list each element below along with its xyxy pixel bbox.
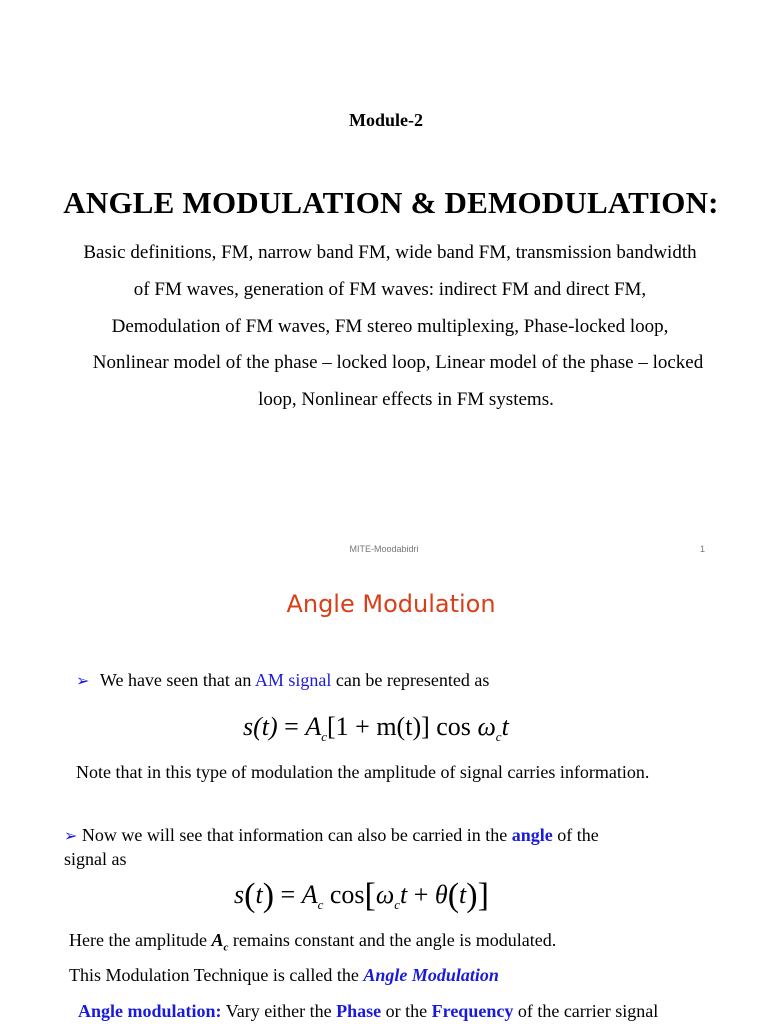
text: can be represented as	[331, 670, 490, 690]
eq-term: s(t)	[243, 712, 278, 741]
text: Here the amplitude	[69, 930, 212, 950]
eq-term: t	[459, 880, 467, 909]
eq-term: θ	[434, 880, 448, 909]
text: of the carrier signal	[513, 1001, 659, 1021]
topics-line-3: Demodulation of FM waves, FM stereo multiplexing, Phase-locked loop,	[111, 316, 669, 337]
section-title: Angle Modulation	[286, 590, 496, 618]
page-number: 1	[700, 544, 706, 554]
angle-equation: $s(t) = A_c$ $\cos[\omega_ct + \theta(t)]$	[234, 877, 489, 914]
eq-term: +	[413, 880, 429, 909]
frequency-term: Frequency	[431, 1001, 514, 1021]
eq-term: [1 + m(t)]	[327, 712, 430, 741]
phase-term: Phase	[336, 1001, 382, 1021]
eq-subscript: c	[321, 729, 328, 745]
angle-term: angle	[511, 825, 553, 845]
technique-paragraph	[69, 964, 499, 986]
bullet-paragraph-am	[76, 669, 489, 693]
definition-term: Angle modulation:	[78, 1001, 222, 1021]
eq-term: s	[234, 880, 245, 909]
eq-term: ω	[375, 880, 395, 909]
definition-paragraph	[78, 1000, 658, 1022]
eq-term: t	[501, 712, 509, 741]
text: Now we will see that information can also be carried in the	[81, 825, 512, 845]
eq-subscript: c	[317, 897, 324, 913]
text: of the	[552, 825, 599, 845]
am-equation	[243, 712, 509, 745]
eq-subscript: c	[394, 897, 400, 913]
bullet-paragraph-angle-line2: signal as	[64, 849, 127, 869]
topics-line-1: Basic definitions, FM, narrow band FM, wide band FM, transmission bandwidth	[83, 242, 697, 263]
angle-modulation-term: Angle Modulation	[363, 965, 499, 985]
eq-term: A	[301, 880, 318, 909]
eq-term: =	[284, 712, 299, 741]
footer-institution: MITE-Moodabidri	[349, 544, 419, 554]
text: Vary either the	[221, 1001, 337, 1021]
eq-term: t	[400, 880, 408, 909]
eq-term: =	[280, 880, 296, 909]
am-signal-term: AM signal	[254, 670, 332, 690]
text: remains constant and the angle is modulated.	[228, 930, 557, 950]
eq-subscript: c	[495, 729, 502, 745]
amplitude-paragraph	[69, 929, 556, 959]
text: or the	[381, 1001, 432, 1021]
eq-term: t	[255, 880, 263, 909]
eq-term: ω	[477, 712, 496, 741]
bullet-paragraph-angle	[64, 824, 599, 848]
arrow-bullet-icon: ➢	[76, 673, 90, 690]
topics-line-5: loop, Nonlinear effects in FM systems.	[258, 389, 554, 410]
note-paragraph: Note that in this type of modulation the amplitude of signal carries information.	[76, 762, 650, 782]
eq-term: A	[305, 712, 322, 741]
eq-term: cos	[436, 712, 471, 741]
text: We have seen that an	[99, 670, 255, 690]
topics-line-4: Nonlinear model of the phase – locked loop, Linear model of the phase – locked	[92, 352, 704, 373]
slide-title: ANGLE MODULATION & DEMODULATION:	[63, 185, 719, 220]
amplitude-symbol: A	[211, 930, 224, 950]
module-label: Module-2	[349, 110, 423, 130]
eq-term: cos	[329, 880, 365, 909]
text: This Modulation Technique is called the	[69, 965, 364, 985]
topics-line-2: of FM waves, generation of FM waves: indirect FM and direct FM,	[133, 279, 647, 300]
amplitude-subscript: c	[223, 941, 229, 954]
arrow-bullet-icon: ➢	[64, 828, 78, 845]
